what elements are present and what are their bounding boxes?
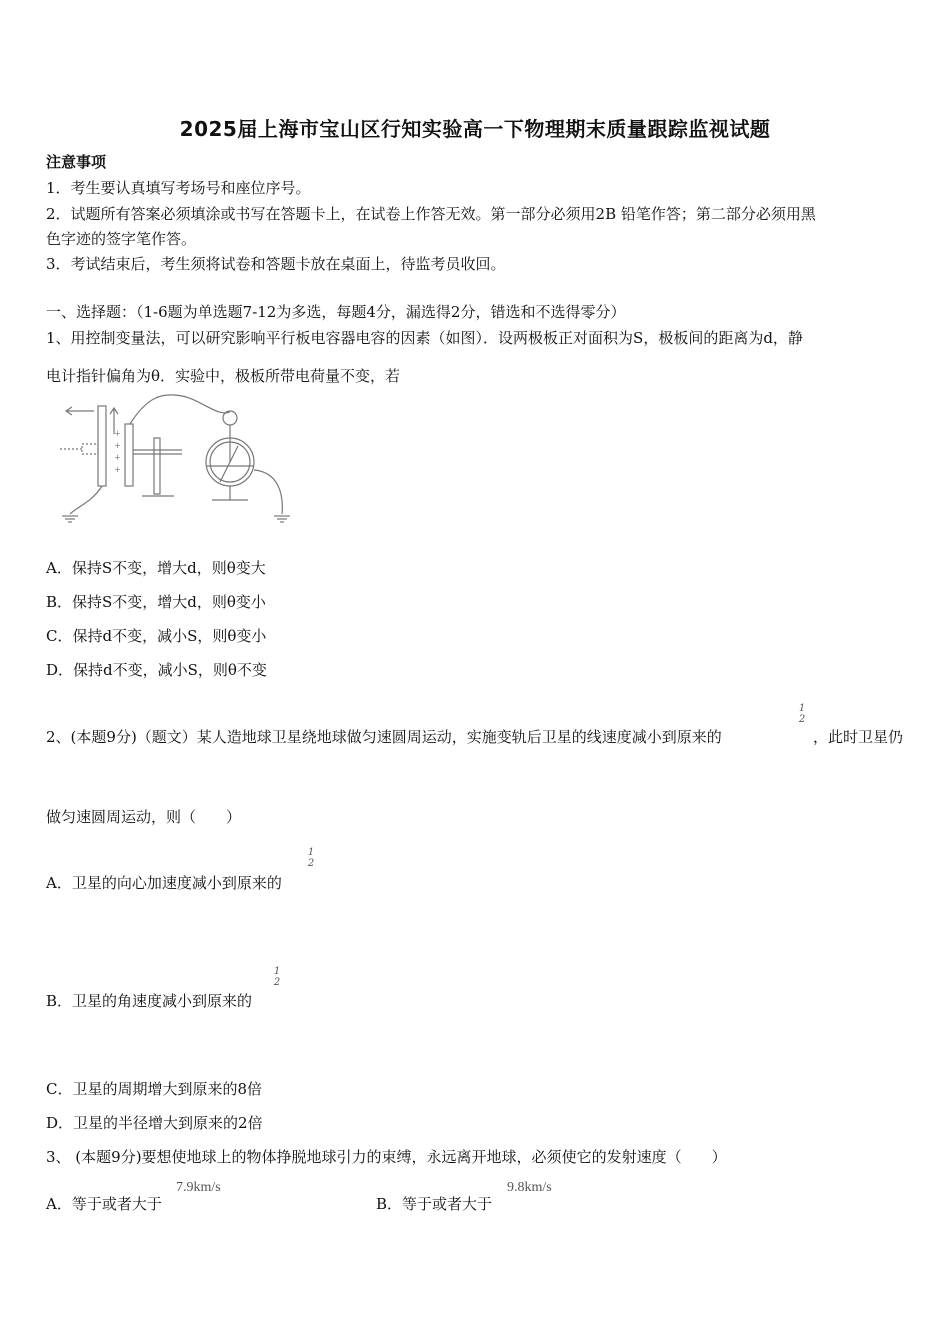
q2-option-c: C．卫星的周期增大到原来的8倍 <box>46 1080 263 1098</box>
notice-item-2-cont: 色字迹的签字笔作答。 <box>46 230 197 248</box>
svg-text:+: + <box>114 453 121 462</box>
q1-option-b: B．保持S不变，增大d，则θ变小 <box>46 593 266 611</box>
notice-item-2: 2．试题所有答案必须填涂或书写在答题卡上，在试卷上作答无效。第一部分必须用2B 铅笔作答；第二部分必须用黑 <box>46 205 816 223</box>
q2-option-d: D．卫星的半径增大到原来的2倍 <box>46 1114 263 1132</box>
q1-line2: 电计指针偏角为θ．实验中，极板所带电荷量不变，若 <box>46 367 401 385</box>
fraction-denominator: 2 <box>273 977 281 988</box>
svg-text:+: + <box>114 465 121 474</box>
q2-line2: 做匀速圆周运动，则（ ） <box>46 808 242 826</box>
q2-line1-tail: ，此时卫星仍 <box>813 728 904 746</box>
svg-text:+: + <box>114 429 121 438</box>
page-title: 2025届上海市宝山区行知实验高一下物理期末质量跟踪监视试题 <box>179 117 771 141</box>
notice-item-1: 1．考生要认真填写考场号和座位序号。 <box>46 179 311 197</box>
q1-option-d: D．保持d不变，减小S，则θ不变 <box>46 661 267 679</box>
q3-option-a-value: 7.9km/s <box>176 1180 221 1195</box>
q1-option-a: A．保持S不变，增大d，则θ变大 <box>46 559 266 577</box>
q3-line1: 3、 (本题9分)要想使地球上的物体挣脱地球引力的束缚，永远离开地球，必须使它的发射速度（ ） <box>46 1148 727 1166</box>
q3-option-a: A．等于或者大于 <box>46 1195 162 1213</box>
section-heading: 一、选择题：（1-6题为单选题7-12为多选，每题4分，漏选得2分，错选和不选得零分） <box>46 303 626 321</box>
q2-fraction <box>797 703 807 725</box>
q2-option-b: B．卫星的角速度减小到原来的 <box>46 992 253 1010</box>
fraction-numerator: 1 <box>798 703 806 714</box>
fraction-numerator: 1 <box>307 847 315 858</box>
q3-option-b: B．等于或者大于 <box>376 1195 493 1213</box>
q2-option-b-fraction <box>272 966 282 988</box>
q2-option-a-fraction <box>306 847 316 869</box>
capacitor-diagram <box>52 392 297 532</box>
q2-option-a: A．卫星的向心加速度减小到原来的 <box>46 874 282 892</box>
notice-item-3: 3．考试结束后，考生须将试卷和答题卡放在桌面上，待监考员收回。 <box>46 255 506 273</box>
q1-option-c: C．保持d不变，减小S，则θ变小 <box>46 627 267 645</box>
fraction-denominator: 2 <box>798 714 806 725</box>
q3-option-b-value: 9.8km/s <box>507 1180 552 1195</box>
fraction-numerator: 1 <box>273 966 281 977</box>
fraction-denominator: 2 <box>307 858 315 869</box>
notice-heading: 注意事项 <box>46 153 107 171</box>
q1-line1: 1、用控制变量法，可以研究影响平行板电容器电容的因素（如图）．设两极板正对面积为S，极板间的距离为d，静 <box>46 329 803 347</box>
svg-text:+: + <box>114 441 121 450</box>
q2-line1: 2、(本题9分)（题文）某人造地球卫星绕地球做匀速圆周运动，实施变轨后卫星的线速度减小到原来的 <box>46 728 722 746</box>
